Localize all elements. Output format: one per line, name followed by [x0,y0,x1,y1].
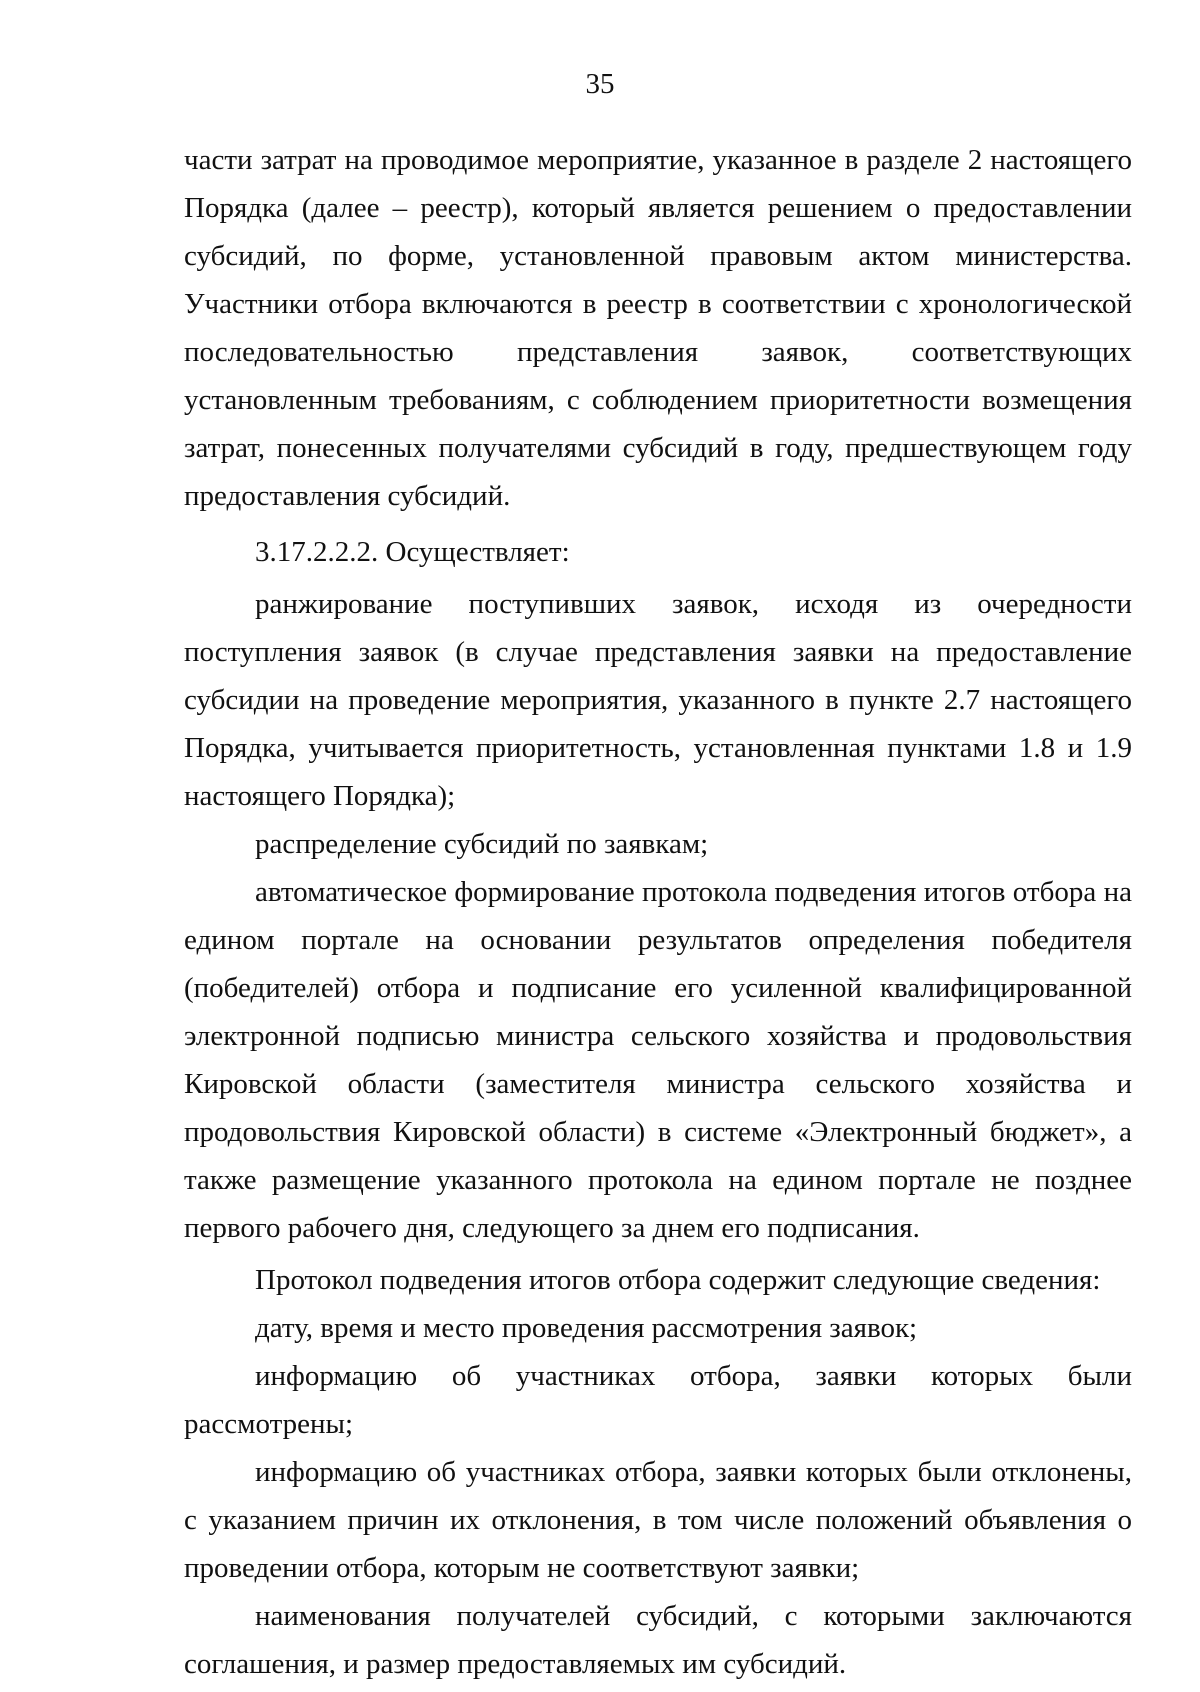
page-number: 35 [585,68,615,100]
paragraph-distribution: распределение субсидий по заявкам; [255,828,709,860]
paragraph-section-heading: 3.17.2.2.2. Осуществляет: [255,536,570,568]
paragraph-date-time-place: дату, время и место проведения рассмотрения заявок; [255,1312,918,1344]
paragraph-ranking: ранжирование поступивших заявок, исходя из очередности поступления заявок (в случае представления заявки на предоставление субсидии на проведение мероприятия, указанного в пункте 2.7 настоящего Порядка, учитывается приоритетность, установленная пунктами 1.8 и 1.9 настоящего Порядка); [184,588,1132,812]
paragraph-rejected-participants: информацию об участниках отбора, заявки которых были отклонены, с указанием причин их отклонения, в том числе положений объявления о проведении отбора, которым не соответствуют заявки; [184,1456,1132,1584]
paragraph-protocol-formation: автоматическое формирование протокола подведения итогов отбора на едином портале на основании результатов определения победителя (победителей) отбора и подписание его усиленной квалифицированной электронной подписью министра сельского хозяйства и продовольствия Кировской области (заместителя министра сельского хозяйства и продовольствия Кировской области) в системе «Электронный бюджет», а также размещение указанного протокола на едином портале не позднее первого рабочего дня, следующего за днем его подписания. [184,876,1132,1244]
document-body [184,136,1132,1688]
paragraph-recipients: наименования получателей субсидий, с которыми заключаются соглашения, и размер предоставляемых им субсидий. [184,1600,1132,1680]
paragraph-protocol-contents: Протокол подведения итогов отбора содержит следующие сведения: [255,1264,1101,1296]
paragraph-continuation: части затрат на проводимое мероприятие, указанное в разделе 2 настоящего Порядка (далее – реестр), который является решением о предоставлении субсидий, по форме, установленной правовым актом министерства. Участники отбора включаются в реестр в соответствии с хронологической последовательностью представления заявок, соответствующих установленным требованиям, с соблюдением приоритетности возмещения затрат, понесенных получателями субсидий в году, предшествующем году предоставления субсидий. [184,144,1132,512]
paragraph-considered-participants: информацию об участниках отбора, заявки которых были рассмотрены; [184,1360,1132,1440]
